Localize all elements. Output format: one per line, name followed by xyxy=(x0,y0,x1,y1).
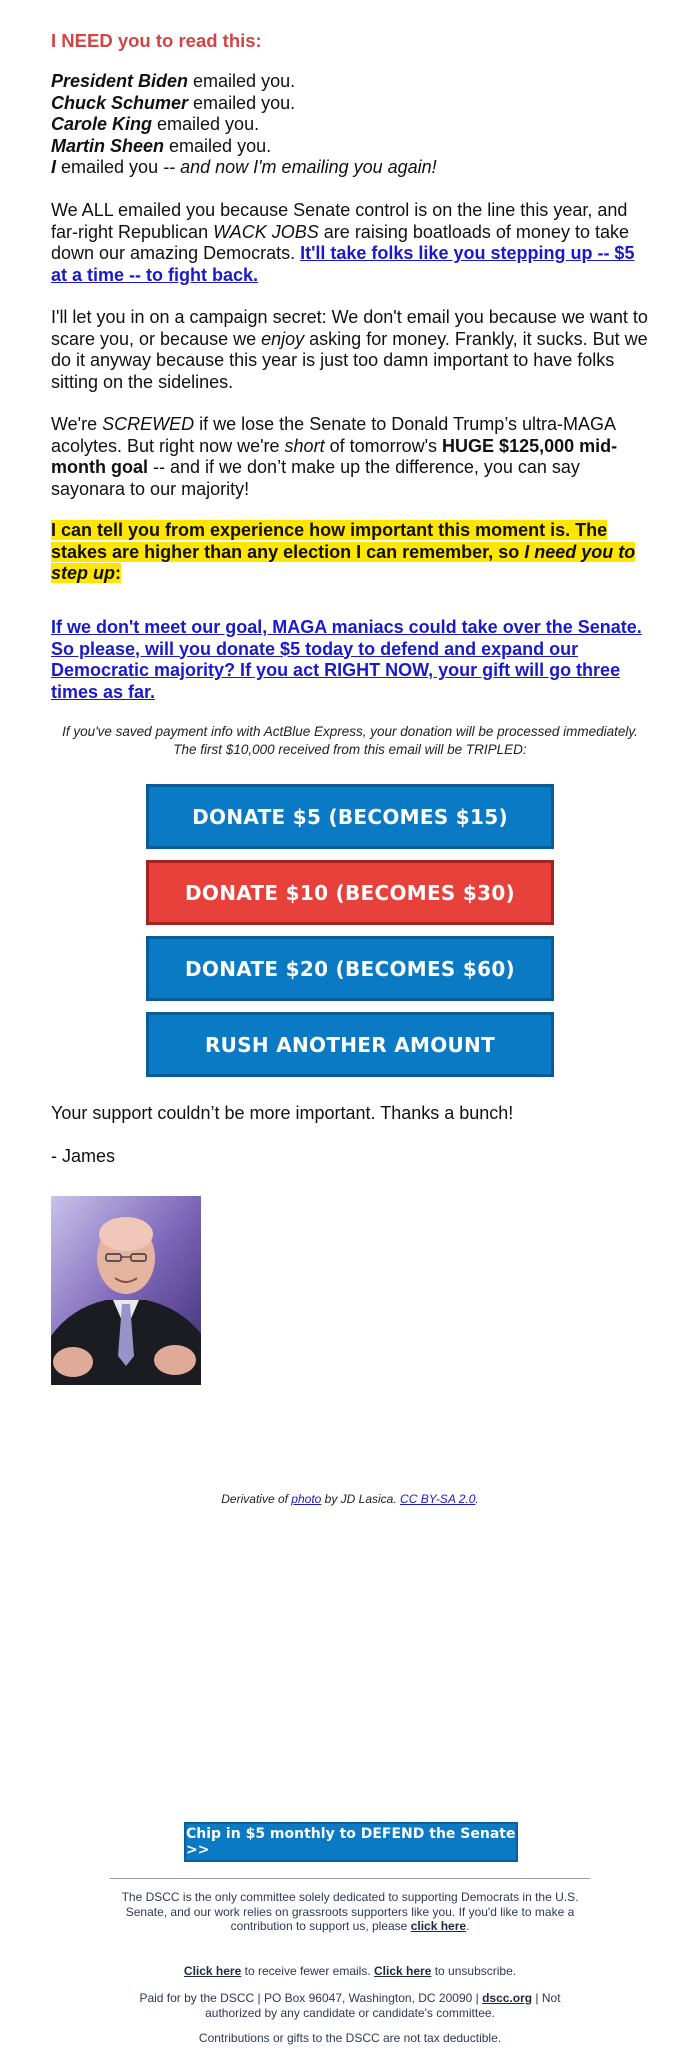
photo-credit xyxy=(0,1492,700,1506)
thanks-text: Your support couldn’t be more important. Thanks a bunch! xyxy=(51,1103,514,1123)
signoff: - James xyxy=(51,1146,116,1166)
portrait-photo xyxy=(51,1196,201,1385)
footer-divider xyxy=(110,1878,590,1879)
footer-tax-note: Contributions or gifts to the DSCC are not tax deductible. xyxy=(198,2031,502,2045)
unsubscribe-link[interactable]: Click here xyxy=(374,1964,432,1978)
text: . xyxy=(475,1492,479,1506)
paragraph-campaign-secret xyxy=(51,307,651,393)
express-note-line: The first $10,000 received from this email will be TRIPLED: xyxy=(173,742,527,757)
donate-5-button[interactable]: DONATE $5 (BECOMES $15) xyxy=(146,784,554,849)
donate-link-fight-back[interactable]: It'll take folks like you stepping up -- $5 at a time -- to fight back. xyxy=(51,243,635,285)
express-note xyxy=(40,723,660,759)
emailer-line xyxy=(51,114,651,136)
donate-10-button[interactable]: DONATE $10 (BECOMES $30) xyxy=(146,860,554,925)
emailer-text: emailed you. xyxy=(152,114,260,134)
footer-about xyxy=(110,1890,590,1934)
text: if we lose the Senate to Donald Trump’s ultra-MAGA acolytes. But right now we're xyxy=(51,414,616,456)
emailer-text: emailed you. xyxy=(188,92,296,113)
footer-email-options xyxy=(110,1964,590,1979)
emailer-text: emailed you xyxy=(56,157,164,177)
footer-paid-for xyxy=(110,1991,590,2020)
emailer-text: emailed you. xyxy=(188,71,296,91)
dscc-site-link[interactable]: dscc.org xyxy=(482,1991,533,2005)
license-link[interactable]: CC BY-SA 2.0 xyxy=(400,1492,476,1506)
text: We're xyxy=(51,414,103,434)
fewer-emails-link[interactable]: Click here xyxy=(183,1964,242,1978)
emailer-line xyxy=(51,71,651,93)
emphasis: short xyxy=(284,435,325,456)
text: of tomorrow's xyxy=(324,435,443,456)
highlight-text: : xyxy=(115,563,122,583)
contribute-link[interactable]: click here xyxy=(410,1919,467,1933)
text: to unsubscribe. xyxy=(431,1964,517,1978)
paragraph-goal xyxy=(51,414,651,500)
text: Derivative of xyxy=(221,1492,292,1506)
text: are raising boatloads of money to take down our amazing Democrats. xyxy=(51,221,629,263)
emailer-name: I xyxy=(51,157,57,177)
text: | Not authorized by any candidate or candidate's committee. xyxy=(205,1991,561,2020)
text: to receive fewer emails. xyxy=(241,1964,374,1978)
paragraph-senate-control xyxy=(51,200,651,286)
emailer-name: Carole King xyxy=(51,114,153,134)
donate-link-ask[interactable]: If we don't meet our goal, MAGA maniacs could take over the Senate. So please, will you donate $5 today to defend and expand our Democratic majority? If you act RIGHT NOW, your gift will go three times as far. xyxy=(51,617,642,702)
donate-20-button[interactable]: DONATE $20 (BECOMES $60) xyxy=(146,936,554,1001)
goal-amount: HUGE $125,000 mid-month goal xyxy=(51,435,618,477)
emphasis: enjoy xyxy=(261,328,305,349)
ask-paragraph xyxy=(51,617,651,703)
text: -- and if we don’t make up the difference, you can say sayonara to our majority! xyxy=(51,457,580,499)
emailer-list xyxy=(51,71,651,179)
emphasis: WACK JOBS xyxy=(213,221,319,242)
text: by JD Lasica. xyxy=(321,1492,401,1506)
emailer-text: emailed you. xyxy=(164,135,272,156)
text: Paid for by the DSCC | PO Box 96047, Washington, DC 20090 | xyxy=(139,1991,483,2005)
emailer-line xyxy=(51,157,651,179)
rush-another-amount-button[interactable]: RUSH ANOTHER AMOUNT xyxy=(146,1012,554,1077)
emphasis: SCREWED xyxy=(102,414,195,434)
emailer-tail: -- and now I'm emailing you again! xyxy=(163,157,437,177)
highlight-paragraph xyxy=(51,520,651,585)
express-note-line: If you've saved payment info with ActBlue Express, your donation will be processed immediately. xyxy=(62,724,638,739)
emailer-name: President Biden xyxy=(51,71,189,91)
emailer-name: Chuck Schumer xyxy=(51,92,189,113)
emailer-line xyxy=(51,136,651,158)
emailer-name: Martin Sheen xyxy=(51,135,165,156)
text: I'll let you in on a campaign secret: We don't email you because we want to scare you, or because we xyxy=(51,307,648,349)
text: . xyxy=(466,1919,470,1933)
headline: I NEED you to read this: xyxy=(51,30,262,51)
highlight-text: I can tell you from experience how important this moment is. The stakes are higher than any election I can remember, so xyxy=(51,520,608,562)
text: The DSCC is the only committee solely dedicated to supporting Democrats in the U.S. Senate, and our work relies on grassroots supporters like you. If you'd like to make a contribution to support us, please xyxy=(121,1890,579,1933)
text: asking for money. Frankly, it sucks. But we do it anyway because this year is just too damn important to have folks sitting on the sidelines. xyxy=(51,328,648,392)
text: We ALL emailed you because Senate control is on the line this year, and far-right Republican xyxy=(51,200,628,242)
photo-link[interactable]: photo xyxy=(291,1492,322,1506)
highlight-emphasis: I need you to step up xyxy=(51,541,636,583)
chip-in-monthly-button[interactable]: Chip in $5 monthly to DEFEND the Senate >> xyxy=(184,1822,518,1862)
emailer-line xyxy=(51,93,651,115)
